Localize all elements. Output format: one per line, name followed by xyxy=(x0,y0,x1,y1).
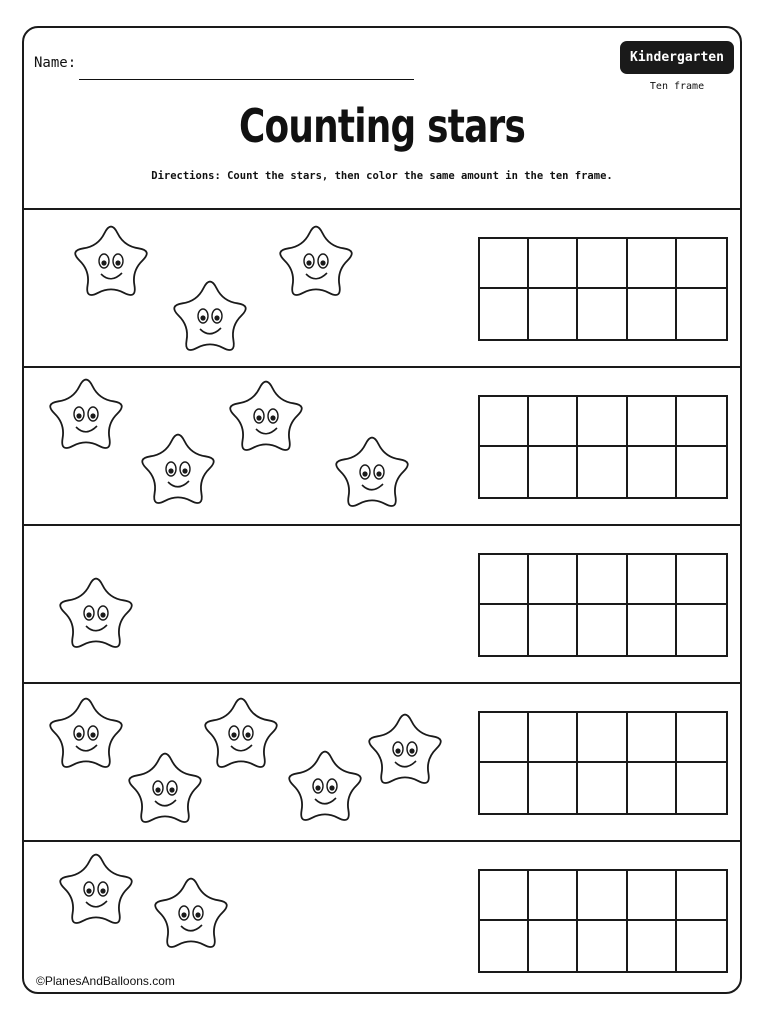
ten-frame-cell[interactable] xyxy=(578,763,627,813)
worksheet xyxy=(22,26,742,994)
ten-frame-cell[interactable] xyxy=(578,289,627,339)
smiling-star-icon xyxy=(230,382,302,450)
directions-text: Directions: Count the stars, then color the same amount in the ten frame. xyxy=(151,170,613,182)
stars-group xyxy=(24,210,464,368)
ten-frame-cell[interactable] xyxy=(529,921,578,971)
ten-frame-cell[interactable] xyxy=(677,555,726,605)
ten-frame-cell[interactable] xyxy=(677,713,726,763)
ten-frame-cell[interactable] xyxy=(529,397,578,447)
name-line xyxy=(79,79,414,80)
ten-frame-cell[interactable] xyxy=(578,555,627,605)
stars-group xyxy=(24,684,464,842)
ten-frame-cell[interactable] xyxy=(529,239,578,289)
ten-frame-cell[interactable] xyxy=(628,447,677,497)
smiling-star-icon xyxy=(50,699,122,767)
ten-frame-cell[interactable] xyxy=(529,763,578,813)
ten-frame xyxy=(478,711,728,815)
counting-row xyxy=(24,842,740,994)
smiling-star-icon xyxy=(60,579,132,647)
stars-group xyxy=(24,368,464,526)
smiling-star-icon xyxy=(205,699,277,767)
ten-frame-cell[interactable] xyxy=(628,763,677,813)
ten-frame-cell[interactable] xyxy=(529,447,578,497)
counting-row xyxy=(24,684,740,842)
worksheet-title: Counting stars xyxy=(238,99,526,153)
counting-row xyxy=(24,368,740,526)
smiling-star-icon xyxy=(174,282,246,350)
ten-frame-cell[interactable] xyxy=(529,605,578,655)
ten-frame-cell[interactable] xyxy=(578,397,627,447)
ten-frame-cell[interactable] xyxy=(480,289,529,339)
grade-subtitle: Ten frame xyxy=(649,81,705,92)
ten-frame-cell[interactable] xyxy=(628,555,677,605)
ten-frame-cell[interactable] xyxy=(480,447,529,497)
smiling-star-icon xyxy=(369,715,441,783)
ten-frame xyxy=(478,237,728,341)
ten-frame-cell[interactable] xyxy=(529,871,578,921)
grade-badge: Kindergarten xyxy=(620,41,734,74)
ten-frame-cell[interactable] xyxy=(578,239,627,289)
smiling-star-icon xyxy=(155,879,227,947)
ten-frame-cell[interactable] xyxy=(628,239,677,289)
ten-frame xyxy=(478,553,728,657)
ten-frame-cell[interactable] xyxy=(480,239,529,289)
smiling-star-icon xyxy=(75,227,147,295)
smiling-star-icon xyxy=(129,754,201,822)
ten-frame-cell[interactable] xyxy=(480,555,529,605)
ten-frame-cell[interactable] xyxy=(529,289,578,339)
ten-frame-cell[interactable] xyxy=(677,763,726,813)
ten-frame-cell[interactable] xyxy=(628,713,677,763)
smiling-star-icon xyxy=(336,438,408,506)
worksheet-header xyxy=(24,28,740,210)
name-label: Name: xyxy=(34,55,77,71)
ten-frame-cell[interactable] xyxy=(677,447,726,497)
stars-group xyxy=(24,842,464,994)
ten-frame-cell[interactable] xyxy=(677,289,726,339)
ten-frame xyxy=(478,869,728,973)
ten-frame-cell[interactable] xyxy=(480,397,529,447)
ten-frame-cell[interactable] xyxy=(578,871,627,921)
ten-frame-cell[interactable] xyxy=(578,713,627,763)
ten-frame-cell[interactable] xyxy=(628,397,677,447)
ten-frame-cell[interactable] xyxy=(677,239,726,289)
ten-frame-cell[interactable] xyxy=(628,921,677,971)
ten-frame-cell[interactable] xyxy=(628,289,677,339)
ten-frame-cell[interactable] xyxy=(480,921,529,971)
smiling-star-icon xyxy=(142,435,214,503)
ten-frame-cell[interactable] xyxy=(480,605,529,655)
ten-frame-cell[interactable] xyxy=(480,713,529,763)
smiling-star-icon xyxy=(289,752,361,820)
smiling-star-icon xyxy=(50,380,122,448)
ten-frame-cell[interactable] xyxy=(578,605,627,655)
counting-row xyxy=(24,526,740,684)
ten-frame-cell[interactable] xyxy=(480,763,529,813)
ten-frame-cell[interactable] xyxy=(578,921,627,971)
ten-frame-cell[interactable] xyxy=(677,397,726,447)
ten-frame-cell[interactable] xyxy=(677,921,726,971)
counting-row xyxy=(24,210,740,368)
ten-frame-cell[interactable] xyxy=(628,605,677,655)
ten-frame-cell[interactable] xyxy=(677,871,726,921)
stars-group xyxy=(24,526,464,684)
ten-frame-cell[interactable] xyxy=(529,555,578,605)
ten-frame-cell[interactable] xyxy=(529,713,578,763)
copyright-credit: ©PlanesAndBalloons.com xyxy=(36,974,175,988)
ten-frame-cell[interactable] xyxy=(677,605,726,655)
ten-frame-cell[interactable] xyxy=(578,447,627,497)
ten-frame-cell[interactable] xyxy=(628,871,677,921)
ten-frame-cell[interactable] xyxy=(480,871,529,921)
smiling-star-icon xyxy=(60,855,132,923)
smiling-star-icon xyxy=(280,227,352,295)
ten-frame xyxy=(478,395,728,499)
